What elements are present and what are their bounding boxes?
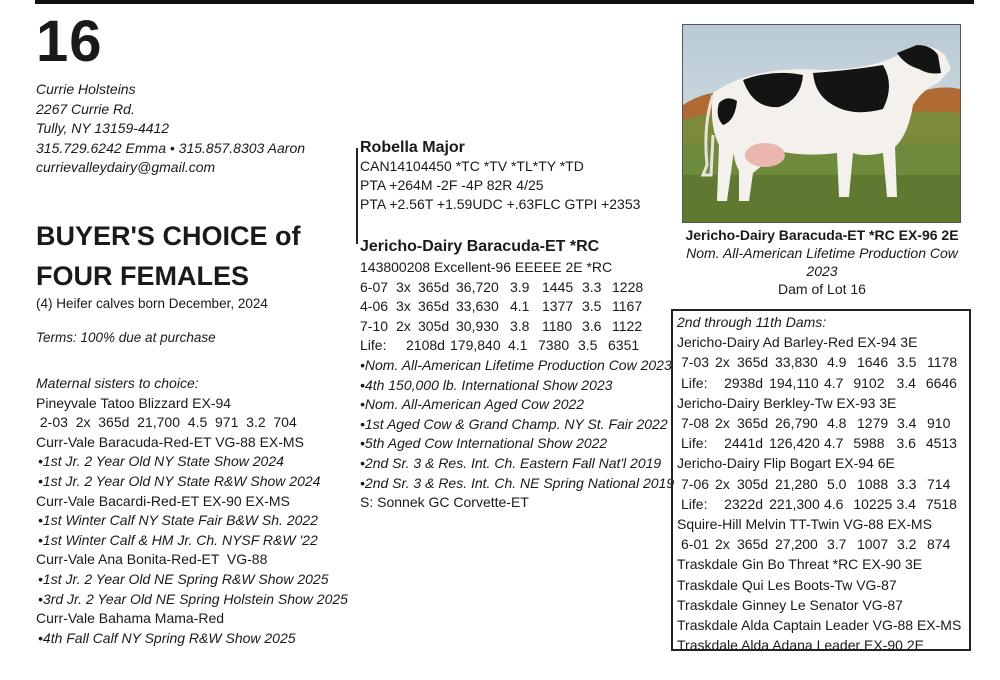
dam-record-row-cell: 3x — [396, 278, 411, 295]
dam-record-row-cell: 6-07 — [360, 278, 389, 295]
ancestor-record-row-cell: 7-06 — [681, 475, 710, 492]
dams-heading: 2nd through 11th Dams: — [677, 314, 827, 330]
dam-record-row-cell: 1228 — [612, 278, 644, 295]
ancestor-record-row-cell: 2x — [715, 354, 730, 371]
offering-description: (4) Heifer calves born December, 2024 — [36, 296, 268, 311]
dam-name: Jericho-Dairy Baracuda-ET *RC — [360, 238, 600, 255]
dam-record-row-cell: 3.9 — [510, 278, 530, 295]
consignor-phones: 315.729.6242 Emma • 315.857.8303 Aaron — [36, 139, 306, 156]
ancestor-name: Jericho-Dairy Berkley-Tw EX-93 3E — [677, 394, 897, 411]
offering-title-line1: BUYER'S CHOICE of — [36, 221, 301, 251]
sister-name: Curr-Vale Bacardi-Red-ET EX-90 EX-MS — [36, 492, 290, 509]
dam-record-row — [360, 297, 674, 317]
offering-terms: Terms: 100% due at purchase — [36, 330, 216, 345]
consignor-email: currievalleydairy@gmail.com — [36, 159, 216, 175]
dam-award: •Nom. All-American Lifetime Production Cow 2023 — [360, 356, 672, 373]
dam-record-row-cell: 3.3 — [582, 278, 602, 295]
ancestor-name: Jericho-Dairy Ad Barley-Red EX-94 3E — [677, 334, 918, 351]
dam-award: •Nom. All-American Aged Cow 2022 — [360, 396, 585, 413]
ancestor-record-row-cell: 33,830 — [775, 354, 818, 371]
dam-record-row-cell: 36,720 — [456, 278, 499, 295]
dam-record-row-cell: 3.6 — [582, 317, 602, 334]
ancestor-name: Traskdale Ginney Le Senator VG-87 — [677, 596, 903, 613]
photo-caption — [672, 226, 972, 298]
ancestor-life-row-cell: 2441d — [724, 435, 764, 452]
ancestor-record-row-cell: 910 — [927, 415, 951, 432]
sister-name: Curr-Vale Baracuda-Red-ET VG-88 EX-MS — [36, 433, 304, 450]
ancestor-record-row-cell: 874 — [927, 536, 951, 553]
dam-record-row-cell: 1122 — [612, 317, 643, 334]
ancestor-record-row-cell: 1088 — [857, 475, 889, 492]
ancestor-life-row-cell: 126,420 — [769, 435, 820, 452]
consignor-city: Tully, NY 13159-4412 — [36, 120, 170, 136]
sister-record: 2-03 2x 365d 21,700 4.5 971 3.2 704 — [36, 414, 297, 431]
sire-pta-2: PTA +2.56T +1.59UDC +.63FLC GTPI +2353 — [360, 196, 641, 212]
sisters-list — [36, 394, 348, 649]
ancestor-life-row-cell: 221,300 — [769, 495, 820, 512]
ancestor-record-row-cell: 1646 — [857, 354, 889, 371]
sister-name: Curr-Vale Bahama Mama-Red — [36, 610, 225, 627]
dam-record-row-cell: 33,630 — [456, 298, 499, 315]
cow-photo-illustration — [683, 25, 960, 222]
sister-award: •3rd Jr. 2 Year Old NE Spring Holstein Show 2025 — [38, 590, 348, 607]
dam-record-row — [360, 317, 674, 337]
dam-record-row-cell: 1445 — [542, 278, 574, 295]
ancestor-life-row-cell: Life: — [681, 495, 708, 512]
dam-block — [360, 236, 674, 513]
ancestor-record-row-cell: 5.0 — [827, 475, 847, 492]
dam-record-row-cell: 1180 — [542, 317, 573, 334]
ancestor-life-row-cell: 4513 — [925, 435, 957, 452]
dam-record-row-cell: 3.5 — [582, 298, 602, 315]
dam-record-row-cell: 3.8 — [510, 317, 530, 334]
ancestor-record-row-cell: 2x — [715, 475, 730, 492]
top-rule — [35, 0, 974, 4]
ancestor-record-row — [681, 474, 965, 494]
ancestor-life-row-cell: 6646 — [925, 374, 957, 391]
ancestor-life-row — [681, 433, 965, 453]
sire-pta-1: PTA +264M -2F -4P 82R 4/25 — [360, 177, 544, 193]
ancestor-record-row-cell: 26,790 — [775, 415, 818, 432]
dam-record-row-cell: 4-06 — [360, 298, 389, 315]
ancestor-record-row-cell: 365d — [737, 415, 769, 432]
ancestor-name: Traskdale Qui Les Boots-Tw VG-87 — [677, 576, 897, 593]
ancestor-record-row — [681, 534, 965, 554]
ancestor-record-row — [681, 352, 965, 372]
dam-record-row-cell: 365d — [418, 278, 450, 295]
ancestor-name: Traskdale Gin Bo Threat *RC EX-90 3E — [677, 556, 923, 573]
ancestor-record-row-cell: 4.9 — [827, 354, 847, 371]
dam-record-row — [360, 278, 674, 298]
sister-name: Curr-Vale Ana Bonita-Red-ET VG-88 — [36, 551, 268, 568]
caption-lot: Dam of Lot 16 — [778, 281, 866, 297]
sire-registration: CAN14104450 *TC *TV *TL*TY *TD — [360, 158, 584, 174]
ancestor-life-row-cell: 2938d — [724, 374, 764, 391]
dam-record-row-cell: 1377 — [542, 298, 574, 315]
ancestor-life-row-cell: Life: — [681, 435, 708, 452]
dam-record-row-cell: 4.1 — [510, 298, 530, 315]
dam-record-row-cell: 365d — [418, 298, 450, 315]
ancestor-life-row-cell: 4.7 — [823, 374, 844, 391]
dam-award: •2nd Sr. 3 & Res. Int. Ch. Eastern Fall Nat'l 2019 — [360, 454, 662, 471]
dam-award: •5th Aged Cow International Show 2022 — [360, 435, 608, 452]
dam-life-row-cell: 2108d — [406, 337, 445, 354]
ancestor-record-row-cell: 21,280 — [775, 475, 818, 492]
dam-record-row-cell: 7-10 — [360, 317, 389, 334]
ancestor-life-row-cell: 5988 — [853, 435, 885, 452]
ancestor-life-row-cell: Life: — [681, 374, 708, 391]
ancestor-life-row-cell: 9102 — [853, 374, 885, 391]
ancestor-life-row-cell: 10225 — [853, 495, 893, 512]
ancestor-record-row-cell: 3.4 — [897, 415, 917, 432]
offering-title-line2: FOUR FEMALES — [36, 261, 249, 291]
ancestor-life-row-cell: 3.4 — [896, 374, 916, 391]
sister-award: •1st Jr. 2 Year Old NE Spring R&W Show 2025 — [38, 570, 329, 587]
ancestor-record-row-cell: 2x — [715, 415, 730, 432]
sister-award: •4th Fall Calf NY Spring R&W Show 2025 — [38, 629, 296, 646]
ancestor-record-row-cell: 305d — [737, 475, 769, 492]
ancestor-record-row-cell: 1279 — [857, 415, 889, 432]
ancestor-record-row-cell: 7-08 — [681, 415, 710, 432]
lot-number: 16 — [36, 9, 103, 74]
sister-award: •1st Winter Calf & HM Jr. Ch. NYSF R&W '22 — [38, 531, 318, 548]
sire-name: Robella Major — [360, 139, 465, 156]
caption-award: Nom. All-American Lifetime Production Cow 2023 — [686, 245, 958, 279]
sire-block — [360, 138, 640, 214]
dam-life-row-cell: 6351 — [608, 337, 640, 354]
ancestor-record-row-cell: 365d — [737, 536, 769, 553]
consignor-address — [36, 80, 305, 178]
ancestor-record-row-cell: 3.3 — [897, 475, 917, 492]
ancestor-record-row-cell: 1007 — [857, 536, 889, 553]
sister-award: •1st Jr. 2 Year Old NY State Show 2024 — [38, 453, 284, 470]
ancestor-record-row-cell: 3.5 — [897, 354, 917, 371]
dam-life-row-cell: Life: — [360, 337, 387, 354]
dam-registration: 143800208 Excellent-96 EEEEE 2E *RC — [360, 259, 613, 275]
dam-award: •2nd Sr. 3 & Res. Int. Ch. NE Spring National 2019 — [360, 474, 675, 491]
ancestor-name: Traskdale Alda Captain Leader VG-88 EX-MS — [677, 617, 962, 634]
sisters-heading: Maternal sisters to choice: — [36, 375, 199, 391]
dam-life-row-cell: 179,840 — [450, 337, 501, 354]
ancestor-life-row-cell: 2322d — [724, 495, 764, 512]
sister-award: •1st Jr. 2 Year Old NY State R&W Show 2024 — [38, 472, 321, 489]
ancestor-record-row-cell: 714 — [927, 475, 951, 492]
ancestor-record-row-cell: 7-03 — [681, 354, 710, 371]
dams-box — [671, 309, 971, 654]
caption-name: Jericho-Dairy Baracuda-ET *RC EX-96 2E — [685, 227, 959, 243]
dam-record-row-cell: 1167 — [612, 298, 643, 315]
ancestor-record-row-cell: 365d — [737, 354, 769, 371]
ancestor-life-row-cell: 194,110 — [769, 374, 819, 391]
ancestor-record-row-cell: 1178 — [927, 354, 958, 371]
consignor-street: 2267 Currie Rd. — [36, 100, 135, 117]
consignor-name: Currie Holsteins — [36, 81, 136, 97]
ancestor-record-row-cell: 2x — [715, 536, 730, 553]
sister-name: Pineyvale Tatoo Blizzard EX-94 — [36, 394, 232, 411]
ancestor-record-row-cell: 4.8 — [827, 415, 847, 432]
dam-photo — [682, 24, 961, 223]
ancestor-life-row-cell: 7518 — [925, 495, 957, 512]
ancestor-record-row-cell: 27,200 — [775, 536, 818, 553]
ancestor-name: Squire-Hill Melvin TT-Twin VG-88 EX-MS — [677, 516, 932, 533]
dam-life-row-cell: 4.1 — [508, 337, 528, 354]
ancestor-life-row-cell: 4.7 — [823, 435, 844, 452]
ancestor-record-row-cell: 3.7 — [827, 536, 847, 553]
dams-list — [677, 332, 965, 655]
dam-award: •4th 150,000 lb. International Show 2023 — [360, 376, 613, 393]
dam-record-row-cell: 305d — [418, 317, 450, 334]
ancestor-record-row-cell: 6-01 — [681, 536, 710, 553]
sire-divider — [356, 148, 358, 244]
ancestor-record-row-cell: 3.2 — [897, 536, 917, 553]
sister-award: •1st Winter Calf NY State Fair B&W Sh. 2022 — [38, 512, 318, 529]
ancestor-name: Traskdale Alda Adana Leader EX-90 2E — [677, 637, 924, 654]
ancestor-life-row-cell: 3.4 — [896, 495, 916, 512]
dam-record-row-cell: 3x — [396, 298, 411, 315]
ancestor-life-row-cell: 3.6 — [896, 435, 916, 452]
ancestor-life-row — [681, 494, 965, 514]
offering-title — [36, 216, 300, 296]
dam-sire-line: S: Sonnek GC Corvette-ET — [360, 494, 529, 511]
ancestor-life-row-cell: 4.6 — [823, 495, 844, 512]
ancestor-record-row — [681, 413, 965, 433]
dam-life-row-cell: 3.5 — [578, 337, 598, 354]
ancestor-name: Jericho-Dairy Flip Bogart EX-94 6E — [677, 455, 895, 472]
dam-award: •1st Aged Cow & Grand Champ. NY St. Fair 2022 — [360, 415, 668, 432]
ancestor-life-row — [681, 373, 965, 393]
dam-awards — [360, 356, 674, 493]
dam-life-row — [360, 336, 674, 356]
dam-record-row-cell: 2x — [396, 317, 411, 334]
dam-records — [360, 278, 674, 356]
dam-record-row-cell: 30,930 — [456, 317, 499, 334]
maternal-sisters — [36, 374, 348, 648]
dam-life-row-cell: 7380 — [538, 337, 570, 354]
